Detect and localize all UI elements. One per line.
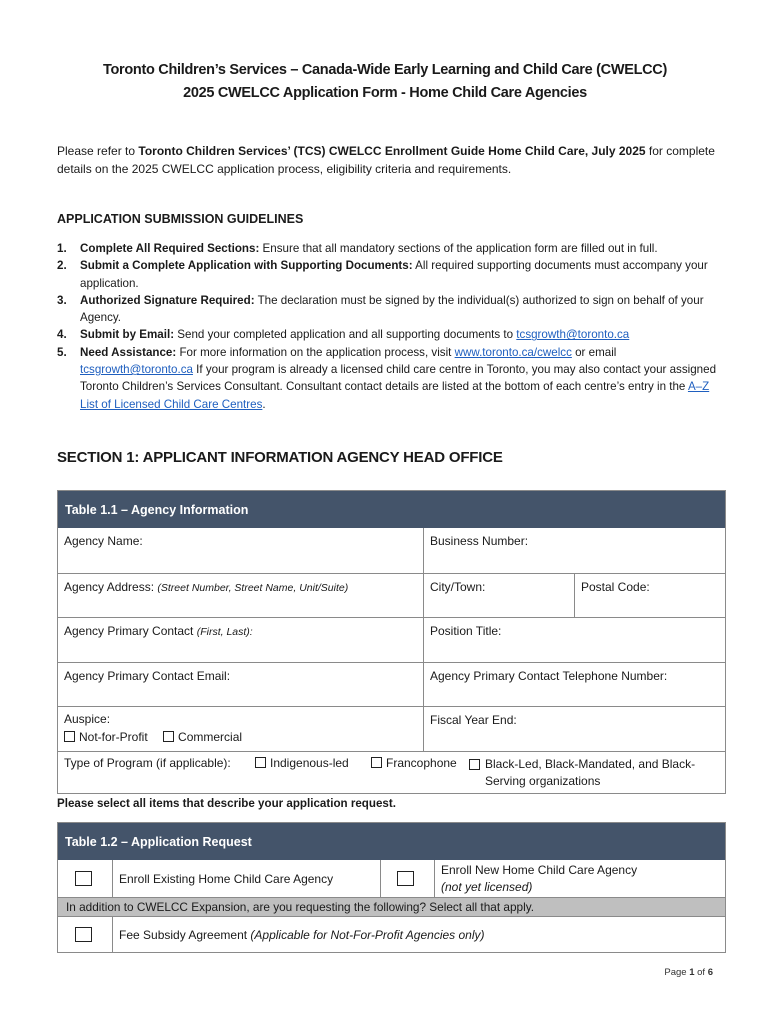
page-number [664, 967, 713, 978]
page-prefix: Page [664, 967, 690, 978]
table-row [58, 706, 725, 751]
cwelcc-website-link[interactable]: www.toronto.ca/cwelcc [454, 345, 572, 359]
program-type-row [58, 751, 725, 793]
guideline-item [57, 326, 722, 343]
agency-information-table [57, 490, 726, 794]
guideline-number: 1. [57, 242, 67, 255]
guideline-label: Submit a Complete Application with Supporting Documents: [80, 259, 413, 273]
guideline-label: Submit by Email: [80, 328, 175, 342]
black-led-checkbox[interactable] [469, 759, 480, 770]
primary-email-field[interactable] [58, 663, 423, 706]
option-label: Fee Subsidy Agreement [119, 927, 248, 942]
request-instruction: Please select all items that describe your application request. [57, 797, 396, 810]
page-of: of [694, 967, 708, 978]
field-hint: (First, Last): [196, 626, 253, 638]
table-row [58, 662, 725, 706]
guidelines-list [57, 240, 722, 413]
guideline-label: Need Assistance: [80, 345, 177, 359]
field-label: Auspice: [64, 712, 111, 726]
guideline-number: 4. [57, 328, 67, 342]
auspice-cell [58, 707, 423, 751]
guideline-item [57, 292, 722, 327]
primary-phone-field[interactable] [423, 663, 725, 706]
option-hint: (Applicable for Not-For-Profit Agencies only) [250, 927, 485, 942]
option-label: Commercial [178, 730, 243, 744]
email-link[interactable]: tcsgrowth@toronto.ca [80, 363, 193, 377]
intro-prefix: Please refer to [57, 144, 139, 158]
fiscal-year-end-field[interactable] [423, 707, 725, 751]
field-label: Agency Primary Contact [64, 624, 197, 638]
option-label: Francophone [386, 756, 457, 770]
table-row [58, 916, 725, 952]
field-label: Agency Address: [64, 580, 158, 594]
table-row [58, 860, 725, 897]
guideline-text: . [262, 397, 266, 411]
field-hint: (Street Number, Street Name, Unit/Suite) [157, 582, 349, 594]
enroll-existing-checkbox[interactable] [75, 871, 92, 886]
enroll-new-checkbox[interactable] [397, 871, 414, 886]
program-option [255, 756, 349, 770]
guideline-text: The declaration must be signed by the individual(s) authorized to sign on behalf of your Agency. [80, 293, 704, 325]
guideline-label: Authorized Signature Required: [80, 293, 255, 307]
guideline-number: 5. [57, 345, 67, 359]
auspice-commercial-checkbox[interactable] [163, 731, 174, 742]
primary-contact-field[interactable] [58, 618, 423, 662]
field-label: Agency Primary Contact Email: [64, 669, 231, 683]
agency-address-field[interactable] [58, 574, 423, 617]
francophone-checkbox[interactable] [371, 757, 382, 768]
position-title-field[interactable] [423, 618, 725, 662]
fee-subsidy-checkbox[interactable] [75, 927, 92, 942]
fee-subsidy-checkbox-cell [58, 917, 112, 952]
licensed-centres-list-link[interactable]: A–Z List of Licensed Child Care Centres [80, 380, 710, 411]
email-link[interactable]: tcsgrowth@toronto.ca [516, 328, 630, 342]
field-label: Postal Code: [581, 580, 650, 594]
city-town-field[interactable] [423, 574, 574, 617]
guideline-number: 3. [57, 293, 67, 307]
guideline-item [57, 257, 722, 292]
field-label: Agency Primary Contact Telephone Number: [430, 669, 668, 683]
field-label: City/Town: [430, 580, 486, 594]
field-label: Type of Program (if applicable): [64, 756, 231, 770]
guideline-item [57, 344, 722, 413]
indigenous-led-checkbox[interactable] [255, 757, 266, 768]
field-label: Position Title: [430, 624, 502, 638]
option-label: Enroll Existing Home Child Care Agency [112, 860, 380, 897]
table-row [58, 573, 725, 617]
additional-request-question: In addition to CWELCC Expansion, are you requesting the following? Select all that apply. [58, 897, 725, 916]
form-title-line1: Toronto Children’s Services – Canada-Wide Early Learning and Child Care (CWELCC) [102, 62, 668, 78]
guideline-text: For more information on the application process, visit [176, 345, 455, 359]
section1-heading: SECTION 1: APPLICANT INFORMATION AGENCY HEAD OFFICE [57, 449, 503, 466]
auspice-nfp-checkbox[interactable] [64, 731, 75, 742]
enroll-existing-checkbox-cell [58, 860, 112, 897]
guideline-text: Ensure that all mandatory sections of the application form are filled out in full. [259, 242, 658, 255]
fee-subsidy-label [112, 917, 725, 952]
guideline-number: 2. [57, 259, 67, 273]
option-label: Enroll New Home Child Care Agency [441, 863, 638, 877]
option-label: Not-for-Profit [79, 730, 148, 744]
auspice-options [64, 728, 417, 746]
business-number-field[interactable] [423, 528, 725, 573]
guidelines-heading: APPLICATION SUBMISSION GUIDELINES [57, 212, 304, 226]
postal-code-field[interactable] [574, 574, 725, 617]
program-option [469, 756, 709, 790]
intro-guide-name: Toronto Children Services’ (TCS) CWELCC Enrollment Guide Home Child Care, July 2025 [138, 144, 646, 158]
table-title: Table 1.2 – Application Request [58, 823, 725, 860]
agency-name-field[interactable] [58, 528, 423, 573]
page-total: 6 [707, 967, 713, 978]
intro-suffix: for complete details on the 2025 CWELCC application process, eligibility criteria and requirements. [57, 144, 715, 176]
option-label: Indigenous-led [270, 756, 349, 770]
guideline-text: All required supporting documents must accompany your application. [80, 259, 708, 290]
page-current: 1 [689, 967, 695, 978]
table-title: Table 1.1 – Agency Information [58, 491, 725, 528]
enroll-new-checkbox-cell [380, 860, 434, 897]
table-row [58, 528, 725, 573]
field-label: Agency Name: [64, 534, 143, 548]
enroll-new-label [434, 860, 725, 897]
application-request-table [57, 822, 726, 953]
guideline-text: Send your completed application and all supporting documents to [174, 328, 517, 342]
intro-paragraph [57, 142, 717, 178]
program-option [371, 756, 457, 770]
field-label: Business Number: [430, 534, 529, 548]
guideline-label: Complete All Required Sections: [80, 242, 260, 255]
guideline-item [57, 240, 722, 257]
option-hint: (not yet licensed) [441, 880, 533, 894]
field-label: Fiscal Year End: [430, 713, 517, 727]
guideline-text: If your program is already a licensed child care centre in Toronto, you may also contact your assigned Toronto Children’s Services Consultant. Consultant contact details are listed at the bottom of each centre’s entry in the [80, 363, 717, 394]
option-label: Black-Led, Black-Mandated, and Black-Serving organizations [485, 757, 696, 788]
form-title-line2: 2025 CWELCC Application Form - Home Child Care Agencies [183, 85, 587, 101]
table-row [58, 617, 725, 662]
guideline-text: or email [571, 345, 617, 359]
